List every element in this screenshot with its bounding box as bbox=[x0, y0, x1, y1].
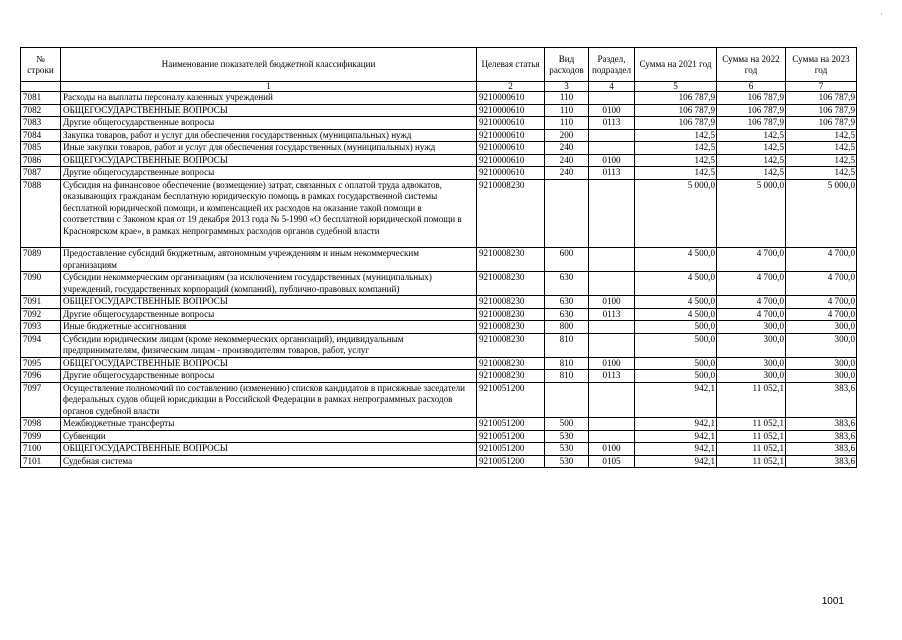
section-code bbox=[589, 92, 635, 105]
target-article: 9210000610 bbox=[477, 117, 545, 130]
sum-2021: 142,5 bbox=[635, 129, 717, 142]
row-number: 7098 bbox=[21, 418, 61, 431]
sum-2022: 106 787,9 bbox=[717, 117, 786, 130]
sum-2023: 300,0 bbox=[786, 333, 857, 357]
target-article: 9210051200 bbox=[477, 455, 545, 468]
header-row bbox=[21, 48, 857, 82]
row-number: 7086 bbox=[21, 154, 61, 167]
sum-2023: 4 700,0 bbox=[786, 272, 857, 296]
column-number-row bbox=[21, 82, 857, 92]
expense-type: 240 bbox=[545, 154, 589, 167]
target-article: 9210000610 bbox=[477, 92, 545, 105]
sum-2023: 383,6 bbox=[786, 455, 857, 468]
sum-2022: 11 052,1 bbox=[717, 443, 786, 456]
header-target-article: Целевая статья bbox=[477, 48, 545, 82]
sum-2022: 11 052,1 bbox=[717, 418, 786, 431]
target-article: 9210000610 bbox=[477, 104, 545, 117]
sum-2021: 942,1 bbox=[635, 455, 717, 468]
expense-type: 630 bbox=[545, 272, 589, 296]
sum-2022: 11 052,1 bbox=[717, 430, 786, 443]
target-article: 9210008230 bbox=[477, 321, 545, 334]
sum-2022: 142,5 bbox=[717, 154, 786, 167]
indicator-name: Закупка товаров, работ и услуг для обеспечения государственных (муниципальных) нужд bbox=[61, 129, 477, 142]
row-number: 7090 bbox=[21, 272, 61, 296]
table-row bbox=[21, 272, 857, 296]
sum-2022: 11 052,1 bbox=[717, 455, 786, 468]
table-row bbox=[21, 104, 857, 117]
expense-type bbox=[545, 382, 589, 418]
target-article: 9210051200 bbox=[477, 418, 545, 431]
header-indicator-name: Наименование показателей бюджетной классификации bbox=[61, 48, 477, 82]
sum-2023: 106 787,9 bbox=[786, 117, 857, 130]
row-number: 7101 bbox=[21, 455, 61, 468]
row-number: 7097 bbox=[21, 382, 61, 418]
sum-2022: 106 787,9 bbox=[717, 92, 786, 105]
indicator-name: Предоставление субсидий бюджетным, автономным учреждениям и иным некоммерческим организациям bbox=[61, 248, 477, 272]
table-row bbox=[21, 179, 857, 248]
expense-type: 240 bbox=[545, 142, 589, 155]
section-code bbox=[589, 272, 635, 296]
sum-2021: 142,5 bbox=[635, 167, 717, 180]
expense-type: 810 bbox=[545, 333, 589, 357]
column-number: 6 bbox=[717, 82, 786, 92]
sum-2022: 142,5 bbox=[717, 142, 786, 155]
section-code bbox=[589, 382, 635, 418]
indicator-name: ОБЩЕГОСУДАРСТВЕННЫЕ ВОПРОСЫ bbox=[61, 443, 477, 456]
section-code bbox=[589, 142, 635, 155]
indicator-name: Другие общегосударственные вопросы bbox=[61, 370, 477, 383]
budget-table bbox=[20, 47, 857, 468]
section-code: 0105 bbox=[589, 455, 635, 468]
sum-2021: 4 500,0 bbox=[635, 296, 717, 309]
row-number: 7094 bbox=[21, 333, 61, 357]
expense-type: 800 bbox=[545, 321, 589, 334]
target-article: 9210051200 bbox=[477, 443, 545, 456]
table-row bbox=[21, 430, 857, 443]
sum-2022: 300,0 bbox=[717, 357, 786, 370]
page-number: 1001 bbox=[821, 596, 844, 607]
indicator-name: Расходы на выплаты персоналу казенных учреждений bbox=[61, 92, 477, 105]
sum-2023: 300,0 bbox=[786, 370, 857, 383]
sum-2021: 106 787,9 bbox=[635, 104, 717, 117]
section-code bbox=[589, 418, 635, 431]
target-article: 9210008230 bbox=[477, 272, 545, 296]
sum-2021: 942,1 bbox=[635, 430, 717, 443]
sum-2023: 106 787,9 bbox=[786, 92, 857, 105]
sum-2023: 142,5 bbox=[786, 154, 857, 167]
header-sum-2023: Сумма на 2023 год bbox=[786, 48, 857, 82]
row-number: 7089 bbox=[21, 248, 61, 272]
indicator-name: ОБЩЕГОСУДАРСТВЕННЫЕ ВОПРОСЫ bbox=[61, 154, 477, 167]
indicator-name: Иные закупки товаров, работ и услуг для обеспечения государственных (муниципальных) нужд bbox=[61, 142, 477, 155]
indicator-name: Иные бюджетные ассигнования bbox=[61, 321, 477, 334]
section-code: 0100 bbox=[589, 357, 635, 370]
indicator-name: ОБЩЕГОСУДАРСТВЕННЫЕ ВОПРОСЫ bbox=[61, 357, 477, 370]
column-number: 2 bbox=[477, 82, 545, 92]
sum-2022: 106 787,9 bbox=[717, 104, 786, 117]
sum-2023: 4 700,0 bbox=[786, 296, 857, 309]
table-row bbox=[21, 154, 857, 167]
column-number: 1 bbox=[61, 82, 477, 92]
sum-2021: 500,0 bbox=[635, 333, 717, 357]
expense-type: 110 bbox=[545, 92, 589, 105]
target-article: 9210008230 bbox=[477, 308, 545, 321]
indicator-name: Субсидия на финансовое обеспечение (возмещение) затрат, связанных с оплатой труда адвокатов, оказывающих гражданам бесплатную юридическую помощь в рамках государственной системы бесплатной юридической помощи, и компенсацией их расходов на оказание такой помощи в соответствии с Законом края от 19 декабря 2013 года № 5-1990 «О бесплатной юридической помощи в Красноярском крае», в рамках непрограммных расходов органов судебной власти bbox=[61, 179, 477, 248]
sum-2022: 4 700,0 bbox=[717, 272, 786, 296]
indicator-name: Субсидии юридическим лицам (кроме некоммерческих организаций), индивидуальным предпринимателям, физическим лицам - производителям товаров, работ, услуг bbox=[61, 333, 477, 357]
sum-2021: 500,0 bbox=[635, 321, 717, 334]
sum-2023: 142,5 bbox=[786, 142, 857, 155]
target-article: 9210000610 bbox=[477, 154, 545, 167]
target-article: 9210000610 bbox=[477, 142, 545, 155]
section-code bbox=[589, 333, 635, 357]
column-number: 4 bbox=[589, 82, 635, 92]
sum-2023: 300,0 bbox=[786, 321, 857, 334]
section-code: 0100 bbox=[589, 104, 635, 117]
row-number: 7100 bbox=[21, 443, 61, 456]
expense-type: 810 bbox=[545, 357, 589, 370]
indicator-name: Другие общегосударственные вопросы bbox=[61, 308, 477, 321]
row-number: 7088 bbox=[21, 179, 61, 248]
row-number: 7095 bbox=[21, 357, 61, 370]
sum-2021: 4 500,0 bbox=[635, 308, 717, 321]
sum-2021: 106 787,9 bbox=[635, 117, 717, 130]
row-number: 7087 bbox=[21, 167, 61, 180]
section-code bbox=[589, 430, 635, 443]
expense-type: 530 bbox=[545, 430, 589, 443]
expense-type: 110 bbox=[545, 117, 589, 130]
indicator-name: Межбюджетные трансферты bbox=[61, 418, 477, 431]
expense-type: 240 bbox=[545, 167, 589, 180]
table-row bbox=[21, 129, 857, 142]
expense-type: 500 bbox=[545, 418, 589, 431]
table-row bbox=[21, 382, 857, 418]
row-number: 7096 bbox=[21, 370, 61, 383]
scan-mark: ' bbox=[881, 12, 883, 20]
sum-2023: 300,0 bbox=[786, 357, 857, 370]
sum-2022: 300,0 bbox=[717, 333, 786, 357]
sum-2022: 142,5 bbox=[717, 129, 786, 142]
table-row bbox=[21, 418, 857, 431]
section-code bbox=[589, 129, 635, 142]
target-article: 9210051200 bbox=[477, 430, 545, 443]
column-number: 5 bbox=[635, 82, 717, 92]
header-section: Раздел, подраздел bbox=[589, 48, 635, 82]
sum-2023: 4 700,0 bbox=[786, 308, 857, 321]
sum-2023: 142,5 bbox=[786, 129, 857, 142]
sum-2023: 5 000,0 bbox=[786, 179, 857, 248]
indicator-name: Субвенции bbox=[61, 430, 477, 443]
section-code bbox=[589, 248, 635, 272]
section-code: 0113 bbox=[589, 370, 635, 383]
expense-type: 600 bbox=[545, 248, 589, 272]
table-row bbox=[21, 117, 857, 130]
table-row bbox=[21, 92, 857, 105]
sum-2021: 500,0 bbox=[635, 370, 717, 383]
sum-2023: 383,6 bbox=[786, 430, 857, 443]
table-row bbox=[21, 308, 857, 321]
table-row bbox=[21, 443, 857, 456]
indicator-name: Осуществление полномочий по составлению (изменению) списков кандидатов в присяжные заседатели федеральных судов общей юрисдикции в Российской Федерации в рамках непрограммных расходов органов судебной власти bbox=[61, 382, 477, 418]
expense-type: 530 bbox=[545, 443, 589, 456]
sum-2023: 142,5 bbox=[786, 167, 857, 180]
table-row bbox=[21, 370, 857, 383]
section-code bbox=[589, 321, 635, 334]
table-row bbox=[21, 248, 857, 272]
sum-2021: 942,1 bbox=[635, 418, 717, 431]
expense-type bbox=[545, 179, 589, 248]
sum-2022: 300,0 bbox=[717, 321, 786, 334]
sum-2021: 942,1 bbox=[635, 382, 717, 418]
target-article: 9210008230 bbox=[477, 357, 545, 370]
sum-2023: 383,6 bbox=[786, 443, 857, 456]
sum-2022: 300,0 bbox=[717, 370, 786, 383]
row-number: 7081 bbox=[21, 92, 61, 105]
target-article: 9210051200 bbox=[477, 382, 545, 418]
sum-2021: 4 500,0 bbox=[635, 272, 717, 296]
column-number: 3 bbox=[545, 82, 589, 92]
expense-type: 810 bbox=[545, 370, 589, 383]
section-code bbox=[589, 179, 635, 248]
row-number: 7099 bbox=[21, 430, 61, 443]
section-code: 0100 bbox=[589, 296, 635, 309]
table-row bbox=[21, 333, 857, 357]
sum-2021: 942,1 bbox=[635, 443, 717, 456]
sum-2021: 142,5 bbox=[635, 154, 717, 167]
sum-2021: 5 000,0 bbox=[635, 179, 717, 248]
table-row bbox=[21, 357, 857, 370]
sum-2023: 383,6 bbox=[786, 418, 857, 431]
section-code: 0100 bbox=[589, 443, 635, 456]
header-sum-2021: Сумма на 2021 год bbox=[635, 48, 717, 82]
sum-2022: 4 700,0 bbox=[717, 296, 786, 309]
indicator-name: Другие общегосударственные вопросы bbox=[61, 117, 477, 130]
sum-2021: 106 787,9 bbox=[635, 92, 717, 105]
table-row bbox=[21, 167, 857, 180]
sum-2021: 500,0 bbox=[635, 357, 717, 370]
budget-sheet bbox=[20, 47, 857, 468]
sum-2022: 4 700,0 bbox=[717, 308, 786, 321]
column-number: 7 bbox=[786, 82, 857, 92]
expense-type: 530 bbox=[545, 455, 589, 468]
expense-type: 200 bbox=[545, 129, 589, 142]
target-article: 9210000610 bbox=[477, 167, 545, 180]
table-row bbox=[21, 296, 857, 309]
sum-2022: 4 700,0 bbox=[717, 248, 786, 272]
section-code: 0113 bbox=[589, 167, 635, 180]
row-number: 7093 bbox=[21, 321, 61, 334]
table-row bbox=[21, 455, 857, 468]
row-number: 7085 bbox=[21, 142, 61, 155]
sum-2023: 106 787,9 bbox=[786, 104, 857, 117]
target-article: 9210008230 bbox=[477, 179, 545, 248]
sum-2022: 5 000,0 bbox=[717, 179, 786, 248]
row-number: 7084 bbox=[21, 129, 61, 142]
row-number: 7091 bbox=[21, 296, 61, 309]
column-number-empty bbox=[21, 82, 61, 92]
sum-2021: 142,5 bbox=[635, 142, 717, 155]
expense-type: 630 bbox=[545, 308, 589, 321]
sum-2021: 4 500,0 bbox=[635, 248, 717, 272]
indicator-name: ОБЩЕГОСУДАРСТВЕННЫЕ ВОПРОСЫ bbox=[61, 296, 477, 309]
table-row bbox=[21, 321, 857, 334]
indicator-name: ОБЩЕГОСУДАРСТВЕННЫЕ ВОПРОСЫ bbox=[61, 104, 477, 117]
expense-type: 110 bbox=[545, 104, 589, 117]
indicator-name: Судебная система bbox=[61, 455, 477, 468]
sum-2023: 383,6 bbox=[786, 382, 857, 418]
indicator-name: Другие общегосударственные вопросы bbox=[61, 167, 477, 180]
section-code: 0113 bbox=[589, 117, 635, 130]
target-article: 9210008230 bbox=[477, 296, 545, 309]
section-code: 0100 bbox=[589, 154, 635, 167]
target-article: 9210008230 bbox=[477, 333, 545, 357]
header-sum-2022: Сумма на 2022 год bbox=[717, 48, 786, 82]
header-expense-type: Вид расходов bbox=[545, 48, 589, 82]
sum-2022: 142,5 bbox=[717, 167, 786, 180]
target-article: 9210008230 bbox=[477, 248, 545, 272]
sum-2022: 11 052,1 bbox=[717, 382, 786, 418]
header-row-number: № строки bbox=[21, 48, 61, 82]
row-number: 7082 bbox=[21, 104, 61, 117]
table-row bbox=[21, 142, 857, 155]
row-number: 7083 bbox=[21, 117, 61, 130]
target-article: 9210000610 bbox=[477, 129, 545, 142]
expense-type: 630 bbox=[545, 296, 589, 309]
row-number: 7092 bbox=[21, 308, 61, 321]
sum-2023: 4 700,0 bbox=[786, 248, 857, 272]
indicator-name: Субсидии некоммерческим организациям (за исключением государственных (муниципальных) учреждений, государственных корпораций (компаний), публично-правовых компаний) bbox=[61, 272, 477, 296]
target-article: 9210008230 bbox=[477, 370, 545, 383]
section-code: 0113 bbox=[589, 308, 635, 321]
